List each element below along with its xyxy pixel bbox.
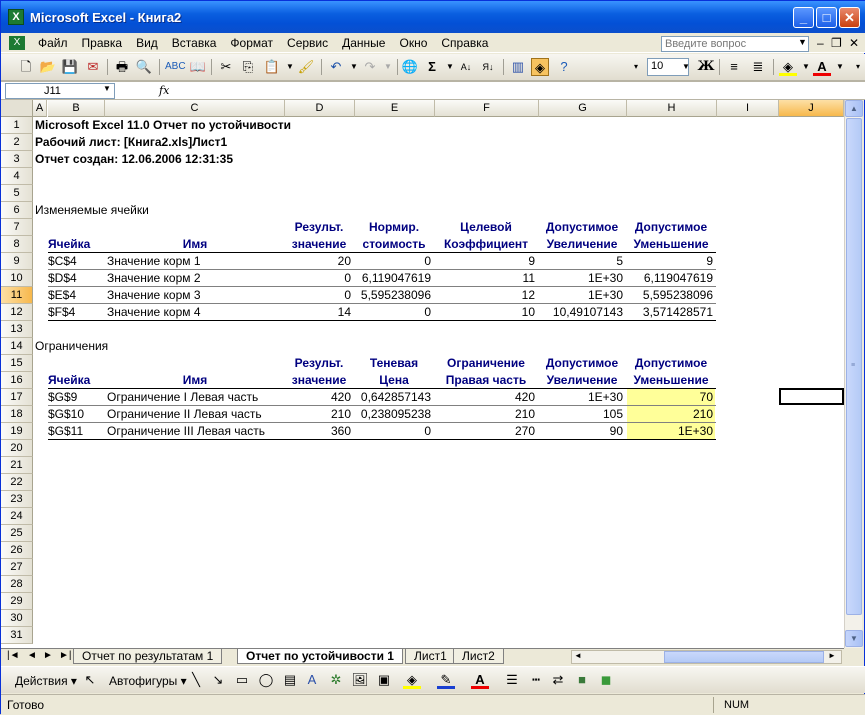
report-created[interactable]: Отчет создан: 12.06.2006 12:31:35 bbox=[35, 152, 234, 166]
chevron-down-icon[interactable]: ▼ bbox=[384, 62, 392, 71]
row-header[interactable]: 20 bbox=[1, 440, 33, 457]
grip-icon: ≡ bbox=[851, 362, 856, 369]
table-cell[interactable]: Значение корм 1 bbox=[107, 254, 201, 268]
table-cell[interactable]: Ограничение III Левая часть bbox=[107, 424, 265, 438]
table-cell[interactable]: Значение корм 4 bbox=[107, 305, 201, 319]
format-painter-icon[interactable]: 🖌 bbox=[297, 59, 315, 74]
column-header[interactable]: C bbox=[105, 100, 285, 117]
line-style-icon[interactable]: ☰ bbox=[506, 672, 518, 687]
row-header[interactable]: 12 bbox=[1, 304, 33, 321]
column-header[interactable]: G bbox=[539, 100, 627, 117]
table-cell[interactable]: 0,238095238 bbox=[360, 407, 431, 421]
table-cell[interactable]: $G$11 bbox=[48, 424, 84, 438]
toolbar-separator bbox=[773, 59, 774, 75]
chevron-down-icon[interactable]: ▼ bbox=[350, 62, 358, 71]
hscroll-thumb[interactable] bbox=[664, 651, 824, 663]
column-heading[interactable]: Допустимое bbox=[634, 356, 708, 370]
table-cell[interactable]: 6,119047619 bbox=[361, 271, 431, 285]
table-cell[interactable]: 5,595238096 bbox=[360, 288, 431, 302]
row-header[interactable]: 13 bbox=[1, 321, 33, 338]
copy-icon[interactable]: ⎘ bbox=[242, 59, 254, 74]
toolbar-options-icon[interactable]: ▾ bbox=[855, 62, 860, 71]
save-icon[interactable]: 💾 bbox=[61, 59, 79, 74]
row-header[interactable]: 14 bbox=[1, 338, 33, 355]
column-heading[interactable]: значение bbox=[291, 373, 347, 387]
open-icon[interactable]: 📂 bbox=[39, 59, 57, 74]
column-header[interactable]: A bbox=[33, 100, 47, 117]
column-heading[interactable]: Увеличение bbox=[546, 237, 618, 251]
standard-toolbar bbox=[1, 54, 865, 81]
table-cell[interactable]: 1E+30 bbox=[587, 288, 623, 302]
table-cell[interactable]: 1E+30 bbox=[587, 390, 623, 404]
first-sheet-icon[interactable]: |◄ bbox=[7, 650, 20, 661]
column-heading[interactable]: Целевой bbox=[460, 220, 512, 234]
row-header[interactable]: 31 bbox=[1, 627, 33, 644]
menu-tools[interactable]: Сервис bbox=[287, 35, 329, 50]
column-heading[interactable]: Увеличение bbox=[546, 373, 618, 387]
row-header[interactable]: 11 bbox=[1, 287, 33, 304]
table-cell[interactable]: 0,642857143 bbox=[360, 390, 431, 404]
row-header[interactable]: 24 bbox=[1, 508, 33, 525]
column-heading[interactable] bbox=[105, 355, 285, 372]
num-lock-indicator: NUM bbox=[713, 697, 773, 713]
column-heading[interactable]: Допустимое bbox=[545, 220, 619, 234]
table-cell[interactable]: 20 bbox=[337, 254, 351, 268]
table-cell[interactable]: 0 bbox=[424, 305, 431, 319]
chevron-down-icon[interactable]: ▼ bbox=[798, 37, 807, 47]
column-heading[interactable]: Допустимое bbox=[634, 220, 708, 234]
bold-button[interactable]: Ж bbox=[697, 59, 715, 74]
line-icon[interactable]: ╲ bbox=[192, 672, 200, 687]
table-cell[interactable]: Ограничение I Левая часть bbox=[107, 390, 259, 404]
textbox-icon[interactable]: ▤ bbox=[283, 672, 297, 687]
table-cell[interactable]: 0 bbox=[424, 424, 431, 438]
sort-descending-icon[interactable]: Я↓ bbox=[482, 62, 494, 72]
status-bar bbox=[1, 694, 865, 715]
table-cell[interactable]: Значение корм 3 bbox=[107, 288, 201, 302]
toolbar-options-icon[interactable]: ▾ bbox=[633, 62, 638, 71]
row-header[interactable]: 18 bbox=[1, 406, 33, 423]
next-sheet-icon[interactable]: ► bbox=[43, 650, 53, 661]
column-heading[interactable]: Теневая bbox=[369, 356, 419, 370]
draw-fill-color-icon[interactable]: ◈ bbox=[403, 671, 421, 689]
table-cell[interactable]: 90 bbox=[609, 424, 623, 438]
table-cell[interactable]: 0 bbox=[344, 271, 351, 285]
arrow-style-icon[interactable]: ⇄ bbox=[552, 672, 564, 687]
table-cell[interactable]: 6,119047619 bbox=[643, 271, 713, 285]
section-title[interactable]: Ограничения bbox=[35, 339, 109, 353]
table-cell[interactable]: 1E+30 bbox=[587, 271, 623, 285]
column-heading[interactable]: Ячейка bbox=[48, 237, 91, 251]
toolbar-separator bbox=[107, 59, 108, 75]
picture-icon[interactable]: ▣ bbox=[377, 672, 391, 687]
menu-view[interactable]: Вид bbox=[136, 35, 158, 50]
table-cell[interactable]: 9 bbox=[706, 254, 713, 268]
doc-minimize-button[interactable]: – bbox=[817, 36, 824, 50]
column-heading[interactable]: Ограничение bbox=[447, 356, 525, 370]
help-icon[interactable]: ? bbox=[560, 59, 568, 74]
fx-icon[interactable]: fx bbox=[159, 84, 170, 97]
column-header[interactable]: H bbox=[627, 100, 717, 117]
table-cell[interactable]: $E$4 bbox=[48, 288, 77, 302]
table-cell[interactable]: 270 bbox=[514, 424, 535, 438]
row-header[interactable]: 23 bbox=[1, 491, 33, 508]
wordart-icon[interactable]: A bbox=[307, 672, 317, 687]
row-header[interactable]: 30 bbox=[1, 610, 33, 627]
table-cell[interactable]: 105 bbox=[602, 407, 623, 421]
diagram-icon[interactable]: ✲ bbox=[330, 672, 342, 687]
row-header[interactable]: 17 bbox=[1, 389, 33, 406]
sheet-tab-bar bbox=[1, 648, 844, 664]
row-header[interactable]: 28 bbox=[1, 576, 33, 593]
line-color-icon[interactable]: ✎ bbox=[437, 671, 455, 689]
paste-icon[interactable]: 📋 bbox=[263, 59, 281, 74]
row-header[interactable]: 9 bbox=[1, 253, 33, 270]
chevron-down-icon[interactable]: ▼ bbox=[682, 62, 690, 71]
column-heading[interactable] bbox=[48, 219, 105, 236]
rectangle-icon[interactable]: ▭ bbox=[235, 672, 249, 687]
column-heading[interactable] bbox=[105, 219, 285, 236]
column-heading[interactable]: Результ. bbox=[294, 356, 344, 370]
window-title: Microsoft Excel - Книга2 bbox=[30, 9, 182, 25]
toolbar-separator bbox=[503, 59, 504, 75]
redo-icon[interactable]: ↷ bbox=[364, 59, 376, 74]
scroll-down-icon[interactable]: ▼ bbox=[845, 630, 863, 647]
table-cell[interactable]: $G$10 bbox=[48, 407, 85, 421]
menu-data[interactable]: Данные bbox=[342, 35, 386, 50]
column-heading[interactable]: Коэффициент bbox=[443, 237, 529, 251]
scroll-left-icon[interactable]: ◄ bbox=[574, 651, 582, 660]
formula-input[interactable] bbox=[179, 83, 859, 99]
column-heading[interactable]: Цена bbox=[379, 373, 409, 387]
column-heading[interactable]: Имя bbox=[182, 373, 208, 387]
sheet-tab-sheet1[interactable]: Лист1 bbox=[405, 649, 456, 664]
spreadsheet-grid[interactable] bbox=[1, 100, 844, 648]
minimize-button[interactable]: _ bbox=[793, 7, 814, 28]
font-color-icon[interactable]: A bbox=[813, 58, 831, 76]
cut-icon[interactable]: ✂ bbox=[220, 59, 232, 74]
autosum-icon[interactable]: Σ bbox=[428, 59, 436, 74]
print-icon[interactable]: 🖶 bbox=[115, 59, 129, 74]
vertical-scrollbar[interactable] bbox=[844, 100, 862, 648]
table-cell[interactable]: 0 bbox=[424, 254, 431, 268]
chevron-down-icon[interactable]: ▼ bbox=[836, 62, 844, 71]
status-ready: Готово bbox=[7, 698, 45, 712]
table-border bbox=[48, 439, 716, 440]
column-heading[interactable]: стоимость bbox=[362, 237, 426, 251]
table-cell[interactable]: 70 bbox=[627, 389, 715, 406]
row-header[interactable]: 22 bbox=[1, 474, 33, 491]
row-header[interactable]: 1 bbox=[1, 117, 33, 134]
column-heading[interactable]: Результ. bbox=[294, 220, 344, 234]
table-cell[interactable]: 10,49107143 bbox=[552, 305, 623, 319]
table-cell[interactable]: $F$4 bbox=[48, 305, 76, 319]
autoshapes-menu[interactable]: Автофигуры ▾ bbox=[109, 674, 187, 688]
select-all-corner[interactable] bbox=[1, 100, 33, 117]
drawing-toolbar bbox=[1, 666, 865, 693]
row-header[interactable]: 19 bbox=[1, 423, 33, 440]
menu-bar bbox=[1, 33, 865, 53]
row-header[interactable]: 3 bbox=[1, 151, 33, 168]
drawing-icon[interactable]: ◈ bbox=[531, 58, 549, 76]
column-heading[interactable]: Нормир. bbox=[368, 220, 420, 234]
spelling-icon[interactable]: ABC bbox=[165, 61, 186, 72]
table-cell[interactable]: 210 bbox=[627, 406, 715, 423]
formula-bar bbox=[1, 81, 865, 100]
ask-question-input[interactable]: Введите вопрос bbox=[661, 36, 809, 52]
doc-close-button[interactable]: ✕ bbox=[849, 36, 860, 50]
scroll-up-icon[interactable]: ▲ bbox=[845, 100, 863, 117]
column-header[interactable]: E bbox=[355, 100, 435, 117]
sheet-tab-sheet2[interactable]: Лист2 bbox=[453, 649, 504, 664]
column-heading[interactable]: Допустимое bbox=[545, 356, 619, 370]
fill-color-icon[interactable]: ◈ bbox=[779, 58, 797, 76]
menu-format[interactable]: Формат bbox=[230, 35, 274, 50]
column-heading[interactable]: Правая часть bbox=[445, 373, 527, 387]
undo-icon[interactable]: ↶ bbox=[330, 59, 342, 74]
clipart-icon[interactable]: 🖼 bbox=[351, 672, 369, 687]
active-cell-selection[interactable] bbox=[779, 388, 844, 405]
table-cell[interactable]: 210 bbox=[330, 407, 351, 421]
chevron-down-icon[interactable]: ▼ bbox=[286, 62, 294, 71]
table-cell[interactable]: $C$4 bbox=[48, 254, 77, 268]
table-cell[interactable]: 11 bbox=[522, 271, 535, 285]
toolbar-separator bbox=[159, 59, 160, 75]
row-header[interactable]: 15 bbox=[1, 355, 33, 372]
row-header[interactable]: 26 bbox=[1, 542, 33, 559]
table-cell[interactable]: Значение корм 2 bbox=[107, 271, 201, 285]
column-header[interactable]: I bbox=[717, 100, 779, 117]
report-title[interactable]: Microsoft Excel 11.0 Отчет по устойчивости bbox=[35, 118, 292, 132]
table-cell[interactable]: 14 bbox=[337, 305, 351, 319]
menu-edit[interactable]: Правка bbox=[81, 35, 123, 50]
table-cell[interactable]: 9 bbox=[528, 254, 535, 268]
menu-file[interactable]: Файл bbox=[38, 35, 68, 50]
hyperlink-icon[interactable]: 🌐 bbox=[401, 59, 419, 74]
align-right-icon[interactable]: ≣ bbox=[752, 59, 764, 74]
table-cell[interactable]: $D$4 bbox=[48, 271, 77, 285]
menu-insert[interactable]: Вставка bbox=[171, 35, 217, 50]
report-worksheet[interactable]: Рабочий лист: [Книга2.xls]Лист1 bbox=[35, 135, 228, 149]
3d-icon[interactable]: ◼ bbox=[600, 672, 612, 687]
table-cell[interactable]: 5 bbox=[616, 254, 623, 268]
chevron-down-icon[interactable]: ▼ bbox=[446, 62, 454, 71]
column-header[interactable]: J bbox=[779, 100, 844, 117]
permission-icon[interactable]: ✉ bbox=[87, 59, 99, 74]
document-icon[interactable]: X bbox=[9, 36, 25, 50]
maximize-button[interactable]: □ bbox=[816, 7, 837, 28]
row-header[interactable]: 6 bbox=[1, 202, 33, 219]
table-cell[interactable]: 10 bbox=[521, 305, 535, 319]
column-header[interactable]: D bbox=[285, 100, 355, 117]
scroll-right-icon[interactable]: ► bbox=[828, 651, 836, 660]
table-cell[interactable]: 0 bbox=[344, 288, 351, 302]
arrow-icon[interactable]: ↘ bbox=[212, 672, 224, 687]
excel-app-icon[interactable]: X bbox=[8, 9, 24, 25]
menu-window[interactable]: Окно bbox=[399, 35, 428, 50]
close-button[interactable]: ✕ bbox=[839, 7, 860, 28]
menu-help[interactable]: Справка bbox=[441, 35, 489, 50]
toolbar-separator bbox=[321, 59, 322, 75]
font-size-select[interactable]: 10 bbox=[647, 58, 689, 76]
row-header[interactable]: 10 bbox=[1, 270, 33, 287]
row-header[interactable]: 8 bbox=[1, 236, 33, 253]
chevron-down-icon[interactable]: ▼ bbox=[802, 62, 810, 71]
table-cell[interactable]: 210 bbox=[514, 407, 535, 421]
dash-style-icon[interactable]: ┅ bbox=[532, 672, 540, 687]
table-border bbox=[48, 320, 716, 321]
column-heading[interactable]: Ячейка bbox=[48, 373, 91, 387]
prev-sheet-icon[interactable]: ◄ bbox=[27, 650, 37, 661]
column-heading[interactable] bbox=[48, 355, 105, 372]
shadow-icon[interactable]: ■ bbox=[578, 672, 586, 687]
chevron-down-icon[interactable]: ▼ bbox=[103, 84, 111, 93]
print-preview-icon[interactable]: 🔍 bbox=[135, 59, 153, 74]
row-header[interactable]: 7 bbox=[1, 219, 33, 236]
column-heading[interactable]: значение bbox=[291, 237, 347, 251]
toolbar-separator bbox=[211, 59, 212, 75]
doc-restore-button[interactable]: ❐ bbox=[831, 36, 842, 50]
column-header[interactable]: B bbox=[48, 100, 105, 117]
column-heading[interactable]: Уменьшение bbox=[633, 237, 709, 251]
row-header[interactable]: 25 bbox=[1, 525, 33, 542]
row-header[interactable]: 29 bbox=[1, 593, 33, 610]
last-sheet-icon[interactable]: ►| bbox=[59, 650, 72, 661]
research-icon[interactable]: 📖 bbox=[189, 59, 207, 74]
table-cell[interactable]: 1E+30 bbox=[627, 423, 715, 440]
toolbar-separator bbox=[397, 59, 398, 75]
table-cell[interactable]: 12 bbox=[521, 288, 535, 302]
table-cell[interactable]: 3,571428571 bbox=[642, 305, 713, 319]
column-heading[interactable]: Имя bbox=[182, 237, 208, 251]
select-objects-icon[interactable]: ↖ bbox=[84, 672, 96, 687]
horizontal-scrollbar[interactable] bbox=[571, 650, 842, 664]
row-header[interactable]: 4 bbox=[1, 168, 33, 185]
sort-ascending-icon[interactable]: A↓ bbox=[460, 62, 472, 72]
row-header[interactable]: 16 bbox=[1, 372, 33, 389]
table-cell[interactable]: 5,595238096 bbox=[642, 288, 713, 302]
table-cell[interactable]: Ограничение II Левая часть bbox=[107, 407, 262, 421]
align-center-icon[interactable]: ≡ bbox=[730, 59, 738, 74]
table-cell[interactable]: 360 bbox=[330, 424, 351, 438]
column-heading[interactable]: Уменьшение bbox=[633, 373, 709, 387]
column-header[interactable]: F bbox=[435, 100, 539, 117]
oval-icon[interactable]: ◯ bbox=[258, 672, 274, 687]
draw-actions-menu[interactable]: Действия ▾ bbox=[15, 674, 77, 688]
sheet-tab-sensitivity[interactable]: Отчет по устойчивости 1 bbox=[237, 649, 403, 664]
sheet-tab-results[interactable]: Отчет по результатам 1 bbox=[73, 649, 222, 664]
row-header[interactable]: 27 bbox=[1, 559, 33, 576]
new-icon[interactable]: 🗋 bbox=[20, 59, 32, 74]
row-header[interactable]: 2 bbox=[1, 134, 33, 151]
title-bar bbox=[1, 1, 865, 33]
chart-wizard-icon[interactable]: ▥ bbox=[511, 59, 525, 74]
table-cell[interactable]: 420 bbox=[330, 390, 351, 404]
row-header[interactable]: 21 bbox=[1, 457, 33, 474]
name-box[interactable]: J11 bbox=[5, 83, 115, 99]
toolbar-separator bbox=[719, 59, 720, 75]
draw-font-color-icon[interactable]: A bbox=[471, 671, 489, 689]
section-title[interactable]: Изменяемые ячейки bbox=[35, 203, 149, 217]
table-cell[interactable]: $G$9 bbox=[48, 390, 78, 404]
row-header[interactable]: 5 bbox=[1, 185, 33, 202]
table-cell[interactable]: 420 bbox=[514, 390, 535, 404]
scroll-thumb[interactable] bbox=[846, 118, 862, 615]
